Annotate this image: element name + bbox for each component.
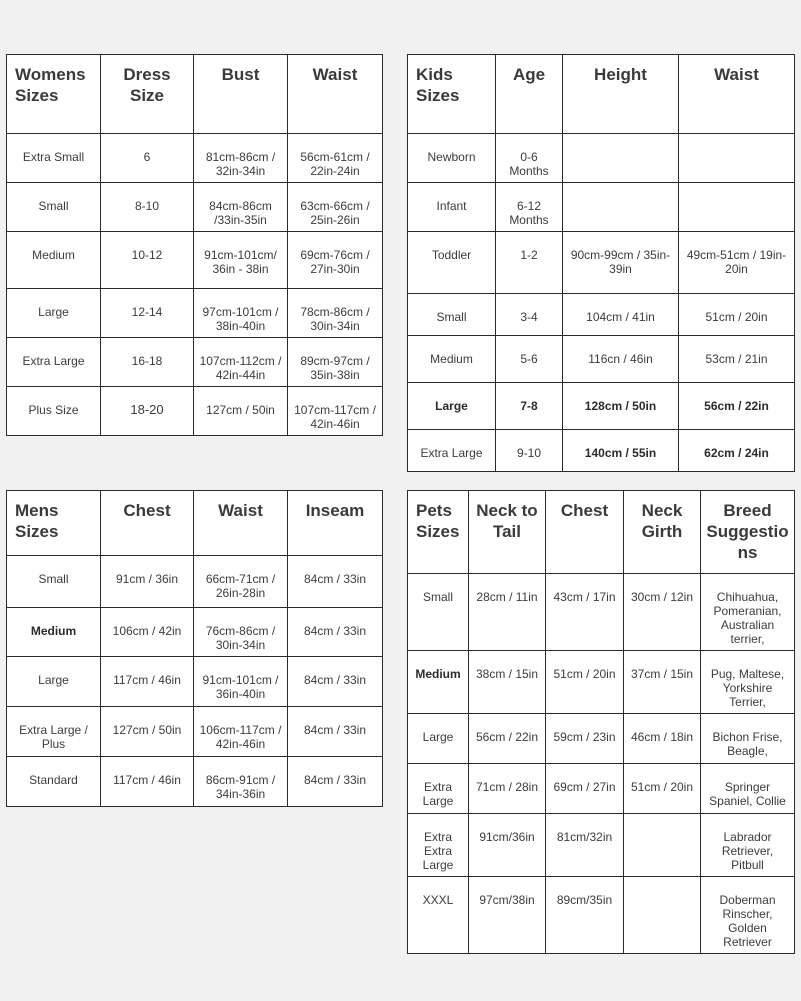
inseam-value: 84cm / 33in — [288, 707, 383, 757]
neck-girth-value: 30cm / 12in — [624, 574, 701, 651]
womens-size-table — [6, 54, 383, 436]
bust-value: 127cm / 50in — [194, 387, 288, 436]
neck-to-tail-value: 56cm / 22in — [469, 714, 546, 764]
waist-value: 86cm-91cm / 34in-36in — [194, 757, 288, 807]
table-row — [7, 134, 383, 183]
table-row — [408, 714, 795, 764]
column-header: Height — [563, 55, 679, 134]
waist-value: 66cm-71cm / 26in-28in — [194, 556, 288, 608]
age-value: 0-6 Months — [496, 134, 563, 183]
waist-value — [679, 134, 795, 183]
waist-value: 91cm-101cm / 36in-40in — [194, 657, 288, 707]
neck-girth-value: 37cm / 15in — [624, 651, 701, 714]
chest-value: 117cm / 46in — [101, 657, 194, 707]
breed-suggestions: Doberman Rinscher, Golden Retriever — [701, 877, 795, 954]
inseam-value: 84cm / 33in — [288, 657, 383, 707]
size-name: Medium — [7, 608, 101, 657]
age-value: 3-4 — [496, 294, 563, 336]
age-value: 6-12 Months — [496, 183, 563, 232]
bust-value: 84cm-86cm /33in-35in — [194, 183, 288, 232]
breed-suggestions: Bichon Frise, Beagle, — [701, 714, 795, 764]
chest-value: 91cm / 36in — [101, 556, 194, 608]
column-header: Neck to Tail — [469, 491, 546, 574]
column-header: Inseam — [288, 491, 383, 556]
column-header: Waist — [194, 491, 288, 556]
size-name: Plus Size — [7, 387, 101, 436]
column-header: Bust — [194, 55, 288, 134]
size-name: Extra Large — [408, 430, 496, 472]
waist-value: 53cm / 21in — [679, 336, 795, 383]
neck-to-tail-value: 28cm / 11in — [469, 574, 546, 651]
size-name: Extra Extra Large — [408, 814, 469, 877]
height-value: 90cm-99cm / 35in-39in — [563, 232, 679, 294]
table-row — [7, 657, 383, 707]
waist-value: 63cm-66cm / 25in-26in — [288, 183, 383, 232]
height-value: 104cm / 41in — [563, 294, 679, 336]
dress-size: 6 — [101, 134, 194, 183]
neck-girth-value: 46cm / 18in — [624, 714, 701, 764]
column-header: Neck Girth — [624, 491, 701, 574]
size-name: Large — [408, 714, 469, 764]
column-header: Mens Sizes — [7, 491, 101, 556]
height-value: 140cm / 55in — [563, 430, 679, 472]
neck-to-tail-value: 97cm/38in — [469, 877, 546, 954]
table-row — [7, 338, 383, 387]
table-row — [7, 608, 383, 657]
table-row — [7, 556, 383, 608]
chest-value: 43cm / 17in — [546, 574, 624, 651]
pets-size-table — [407, 490, 795, 954]
size-name: Newborn — [408, 134, 496, 183]
size-name: Extra Large — [7, 338, 101, 387]
size-name: Large — [408, 383, 496, 430]
inseam-value: 84cm / 33in — [288, 556, 383, 608]
column-header: Age — [496, 55, 563, 134]
table-header-row — [408, 491, 795, 574]
bust-value: 107cm-112cm / 42in-44in — [194, 338, 288, 387]
breed-suggestions: Springer Spaniel, Collie — [701, 764, 795, 814]
age-value: 9-10 — [496, 430, 563, 472]
column-header: Dress Size — [101, 55, 194, 134]
column-header: Chest — [101, 491, 194, 556]
chest-value: 81cm/32in — [546, 814, 624, 877]
size-name: Large — [7, 289, 101, 338]
waist-value: 56cm-61cm / 22in-24in — [288, 134, 383, 183]
mens-size-table — [6, 490, 383, 807]
waist-value: 49cm-51cm / 19in-20in — [679, 232, 795, 294]
size-name: XXXL — [408, 877, 469, 954]
chest-value: 127cm / 50in — [101, 707, 194, 757]
size-name: Medium — [408, 336, 496, 383]
column-header: Womens Sizes — [7, 55, 101, 134]
size-name: Large — [7, 657, 101, 707]
waist-value: 51cm / 20in — [679, 294, 795, 336]
waist-value: 69cm-76cm / 27in-30in — [288, 232, 383, 289]
height-value: 128cm / 50in — [563, 383, 679, 430]
inseam-value: 84cm / 33in — [288, 608, 383, 657]
size-name: Small — [7, 183, 101, 232]
table-row — [408, 814, 795, 877]
table-row — [7, 289, 383, 338]
size-name: Toddler — [408, 232, 496, 294]
bust-value: 97cm-101cm / 38in-40in — [194, 289, 288, 338]
size-name: Extra Large / Plus — [7, 707, 101, 757]
height-value: 116cn / 46in — [563, 336, 679, 383]
height-value — [563, 134, 679, 183]
column-header: Kids Sizes — [408, 55, 496, 134]
size-name: Extra Large — [408, 764, 469, 814]
table-row — [7, 387, 383, 436]
breed-suggestions: Pug, Maltese, Yorkshire Terrier, — [701, 651, 795, 714]
chest-value: 106cm / 42in — [101, 608, 194, 657]
table-row — [7, 757, 383, 807]
size-name: Small — [408, 574, 469, 651]
table-row — [408, 651, 795, 714]
age-value: 5-6 — [496, 336, 563, 383]
table-header-row — [408, 55, 795, 134]
size-name: Small — [7, 556, 101, 608]
breed-suggestions: Chihuahua, Pomeranian, Australian terrier, — [701, 574, 795, 651]
column-header: Waist — [288, 55, 383, 134]
table-row — [408, 574, 795, 651]
age-value: 7-8 — [496, 383, 563, 430]
chest-value: 89cm/35in — [546, 877, 624, 954]
chest-value: 59cm / 23in — [546, 714, 624, 764]
dress-size: 16-18 — [101, 338, 194, 387]
dress-size: 12-14 — [101, 289, 194, 338]
table-row — [7, 183, 383, 232]
waist-value: 78cm-86cm / 30in-34in — [288, 289, 383, 338]
waist-value: 107cm-117cm / 42in-46in — [288, 387, 383, 436]
table-row — [408, 232, 795, 294]
table-row — [408, 764, 795, 814]
size-name: Extra Small — [7, 134, 101, 183]
chest-value: 69cm / 27in — [546, 764, 624, 814]
size-name: Medium — [408, 651, 469, 714]
dress-size: 18-20 — [101, 387, 194, 436]
table-header-row — [7, 491, 383, 556]
waist-value: 76cm-86cm / 30in-34in — [194, 608, 288, 657]
table-row — [408, 294, 795, 336]
waist-value: 106cm-117cm / 42in-46in — [194, 707, 288, 757]
table-row — [7, 232, 383, 289]
table-row — [408, 877, 795, 954]
table-row — [7, 707, 383, 757]
breed-suggestions: Labrador Retriever, Pitbull — [701, 814, 795, 877]
column-header: Pets Sizes — [408, 491, 469, 574]
waist-value: 89cm-97cm / 35in-38in — [288, 338, 383, 387]
table-row — [408, 183, 795, 232]
chest-value: 117cm / 46in — [101, 757, 194, 807]
neck-girth-value — [624, 814, 701, 877]
height-value — [563, 183, 679, 232]
table-row — [408, 383, 795, 430]
table-row — [408, 430, 795, 472]
neck-girth-value — [624, 877, 701, 954]
chest-value: 51cm / 20in — [546, 651, 624, 714]
inseam-value: 84cm / 33in — [288, 757, 383, 807]
table-row — [408, 134, 795, 183]
bust-value: 91cm-101cm/ 36in - 38in — [194, 232, 288, 289]
size-name: Standard — [7, 757, 101, 807]
age-value: 1-2 — [496, 232, 563, 294]
size-name: Medium — [7, 232, 101, 289]
dress-size: 10-12 — [101, 232, 194, 289]
column-header: Waist — [679, 55, 795, 134]
column-header: Chest — [546, 491, 624, 574]
waist-value: 62cm / 24in — [679, 430, 795, 472]
table-header-row — [7, 55, 383, 134]
dress-size: 8-10 — [101, 183, 194, 232]
table-row — [408, 336, 795, 383]
neck-girth-value: 51cm / 20in — [624, 764, 701, 814]
neck-to-tail-value: 38cm / 15in — [469, 651, 546, 714]
neck-to-tail-value: 91cm/36in — [469, 814, 546, 877]
size-name: Infant — [408, 183, 496, 232]
size-name: Small — [408, 294, 496, 336]
bust-value: 81cm-86cm / 32in-34in — [194, 134, 288, 183]
waist-value — [679, 183, 795, 232]
neck-to-tail-value: 71cm / 28in — [469, 764, 546, 814]
column-header: Breed Suggestions — [701, 491, 795, 574]
kids-size-table — [407, 54, 795, 472]
waist-value: 56cm / 22in — [679, 383, 795, 430]
